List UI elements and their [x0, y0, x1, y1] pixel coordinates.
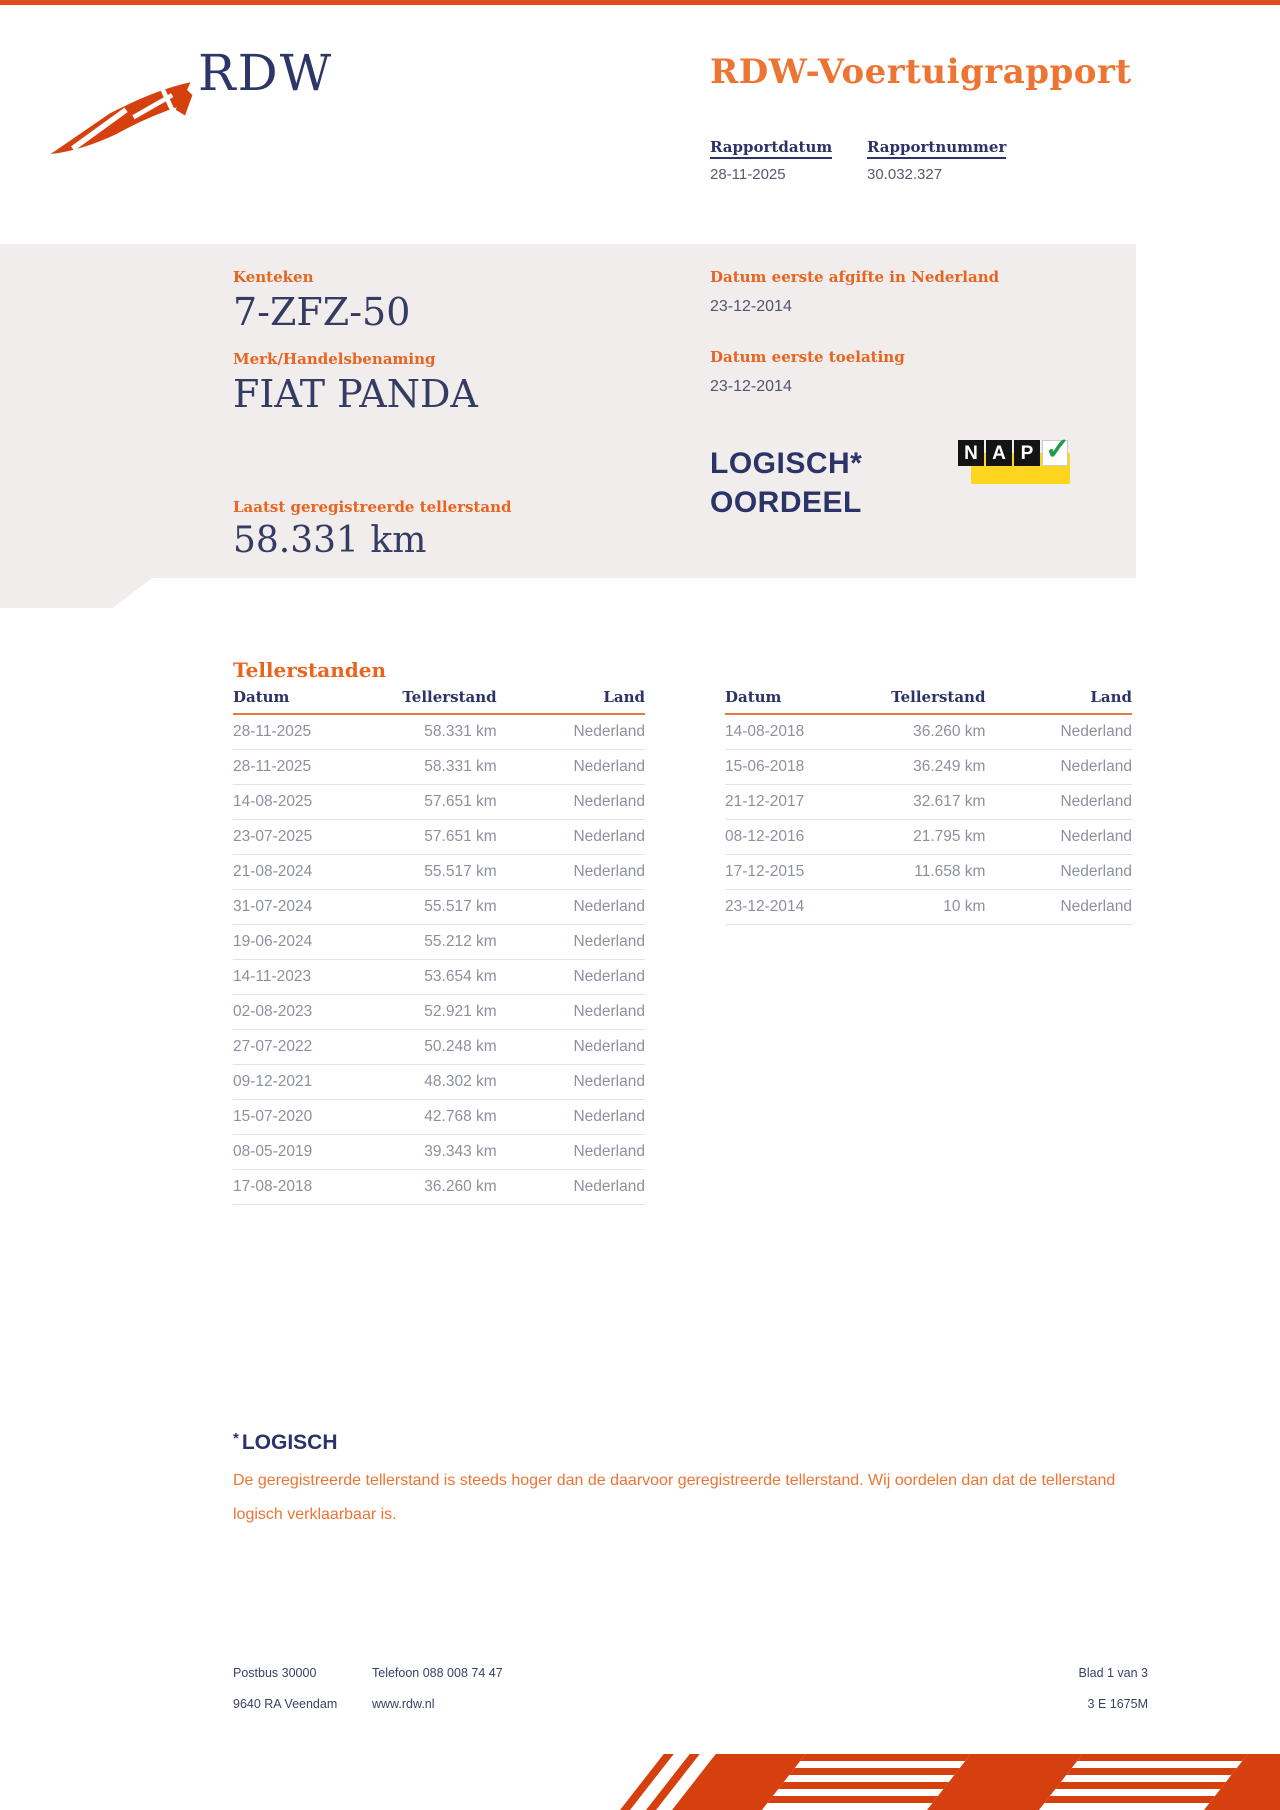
report-date-value: 28-11-2025 [710, 166, 786, 183]
table-row [725, 714, 1132, 749]
rdw-logo-feather-icon [45, 56, 197, 162]
first-admission-label: Datum eerste toelating [710, 348, 905, 366]
table-row [725, 889, 1132, 924]
table-row [233, 714, 645, 749]
row-odometer: 52.921 km [381, 994, 496, 1029]
row-country: Nederland [497, 714, 645, 749]
row-odometer: 11.658 km [872, 854, 986, 889]
logisch-explanation-heading [233, 1430, 338, 1455]
column-header-country: Land [985, 684, 1132, 714]
verdict-line2: OORDEEL [710, 486, 862, 519]
table-header-row [233, 684, 645, 714]
footer-deco-graphic [620, 1754, 1280, 1810]
odometer-section-title: Tellerstanden [233, 658, 387, 682]
footer-page-info [948, 1658, 1148, 1720]
row-date: 08-12-2016 [725, 819, 872, 854]
row-date: 02-08-2023 [233, 994, 381, 1029]
row-date: 23-07-2025 [233, 819, 381, 854]
table-row [725, 784, 1132, 819]
footer-page-indicator: Blad 1 van 3 [1078, 1666, 1148, 1680]
nap-checkbox [1042, 433, 1071, 466]
first-issue-value: 23-12-2014 [710, 298, 792, 315]
rdw-logo-wordmark: RDW [198, 44, 334, 102]
license-plate-label: Kenteken [233, 268, 314, 286]
logisch-heading-text: LOGISCH [241, 1431, 338, 1454]
column-header-odometer: Tellerstand [381, 684, 496, 714]
row-country: Nederland [985, 854, 1132, 889]
row-date: 14-08-2018 [725, 714, 872, 749]
row-country: Nederland [497, 889, 645, 924]
footer-contact [372, 1658, 503, 1720]
row-odometer: 50.248 km [381, 1029, 496, 1064]
table-row [233, 819, 645, 854]
odometer-table-left [233, 684, 645, 1205]
report-date-label: Rapportdatum [710, 138, 832, 159]
row-odometer: 42.768 km [381, 1099, 496, 1134]
table-row [233, 1064, 645, 1099]
row-date: 28-11-2025 [233, 714, 381, 749]
nap-letter-n: N [958, 440, 984, 466]
row-country: Nederland [497, 854, 645, 889]
footer-phone: Telefoon 088 008 74 47 [372, 1666, 503, 1680]
verdict-text [710, 444, 862, 522]
row-odometer: 58.331 km [381, 714, 496, 749]
column-header-odometer: Tellerstand [872, 684, 986, 714]
table-row [233, 889, 645, 924]
row-country: Nederland [497, 959, 645, 994]
table-row [725, 819, 1132, 854]
table-row [233, 854, 645, 889]
row-date: 08-05-2019 [233, 1134, 381, 1169]
row-country: Nederland [497, 784, 645, 819]
row-odometer: 55.517 km [381, 889, 496, 924]
table-row [233, 749, 645, 784]
row-odometer: 36.260 km [872, 714, 986, 749]
column-header-country: Land [497, 684, 645, 714]
row-country: Nederland [985, 819, 1132, 854]
table-row [725, 749, 1132, 784]
make-label: Merk/Handelsbenaming [233, 350, 436, 368]
report-number-value: 30.032.327 [867, 166, 943, 183]
row-odometer: 39.343 km [381, 1134, 496, 1169]
row-odometer: 48.302 km [381, 1064, 496, 1099]
row-date: 21-08-2024 [233, 854, 381, 889]
row-country: Nederland [497, 1134, 645, 1169]
row-odometer: 36.260 km [381, 1169, 496, 1204]
table-row [233, 1169, 645, 1204]
nap-letter-p: P [1014, 440, 1040, 466]
make-value: FIAT PANDA [233, 372, 478, 416]
row-date: 14-11-2023 [233, 959, 381, 994]
row-country: Nederland [497, 994, 645, 1029]
row-odometer: 57.651 km [381, 819, 496, 854]
row-date: 09-12-2021 [233, 1064, 381, 1099]
row-country: Nederland [497, 1169, 645, 1204]
table-row [233, 959, 645, 994]
logisch-explanation-body: De geregistreerde tellerstand is steeds hoger dan de daarvoor geregistreerde tellerstand. Wij oordelen dan dat de tellerstand logisch verklaarbaar is. [233, 1472, 1116, 1523]
footer-deco-stripes-icon [620, 1754, 1280, 1810]
row-date: 21-12-2017 [725, 784, 872, 819]
last-odometer-value: 58.331 km [233, 520, 427, 561]
verdict-line1: LOGISCH* [710, 447, 863, 480]
page-title: RDW-Voertuigrapport [710, 52, 1132, 92]
footer-form-code: 3 E 1675M [1087, 1697, 1148, 1711]
row-date: 17-12-2015 [725, 854, 872, 889]
row-odometer: 36.249 km [872, 749, 986, 784]
row-odometer: 55.517 km [381, 854, 496, 889]
column-header-date: Datum [725, 684, 872, 714]
row-date: 17-08-2018 [233, 1169, 381, 1204]
nap-letter-a: A [986, 440, 1012, 466]
row-odometer: 58.331 km [381, 749, 496, 784]
row-odometer: 10 km [872, 889, 986, 924]
row-odometer: 57.651 km [381, 784, 496, 819]
row-country: Nederland [497, 1029, 645, 1064]
row-country: Nederland [497, 749, 645, 784]
table-row [233, 924, 645, 959]
row-country: Nederland [497, 819, 645, 854]
row-country: Nederland [497, 1064, 645, 1099]
last-odometer-label: Laatst geregistreerde tellerstand [233, 498, 512, 516]
table-row [233, 1029, 645, 1064]
row-date: 14-08-2025 [233, 784, 381, 819]
vehicle-summary-panel-tab [0, 578, 152, 608]
top-accent-line [0, 0, 1280, 5]
vehicle-summary-panel [0, 244, 1136, 578]
first-issue-label: Datum eerste afgifte in Nederland [710, 268, 1000, 286]
footer-address [233, 1658, 337, 1720]
row-date: 19-06-2024 [233, 924, 381, 959]
row-date: 15-07-2020 [233, 1099, 381, 1134]
row-date: 15-06-2018 [725, 749, 872, 784]
nap-logo [958, 433, 1078, 490]
row-date: 23-12-2014 [725, 889, 872, 924]
first-admission-value: 23-12-2014 [710, 378, 792, 395]
row-country: Nederland [497, 924, 645, 959]
table-row [233, 994, 645, 1029]
row-odometer: 55.212 km [381, 924, 496, 959]
row-date: 27-07-2022 [233, 1029, 381, 1064]
row-odometer: 21.795 km [872, 819, 986, 854]
row-date: 28-11-2025 [233, 749, 381, 784]
footer-address-line1: Postbus 30000 [233, 1666, 317, 1680]
row-date: 31-07-2024 [233, 889, 381, 924]
table-row [725, 854, 1132, 889]
row-odometer: 32.617 km [872, 784, 986, 819]
row-odometer: 53.654 km [381, 959, 496, 994]
table-row [233, 1134, 645, 1169]
table-header-row [725, 684, 1132, 714]
row-country: Nederland [985, 784, 1132, 819]
footer-website: www.rdw.nl [372, 1697, 435, 1711]
table-row [233, 784, 645, 819]
report-number-label: Rapportnummer [867, 138, 1006, 159]
nap-check-icon: ✓ [1045, 433, 1071, 466]
footer-address-line2: 9640 RA Veendam [233, 1697, 338, 1711]
odometer-table-right [725, 684, 1132, 925]
row-country: Nederland [985, 889, 1132, 924]
column-header-date: Datum [233, 684, 381, 714]
footnote-star: * [233, 1430, 239, 1447]
row-country: Nederland [985, 714, 1132, 749]
license-plate-value: 7-ZFZ-50 [233, 290, 411, 334]
row-country: Nederland [497, 1099, 645, 1134]
table-row [233, 1099, 645, 1134]
row-country: Nederland [985, 749, 1132, 784]
